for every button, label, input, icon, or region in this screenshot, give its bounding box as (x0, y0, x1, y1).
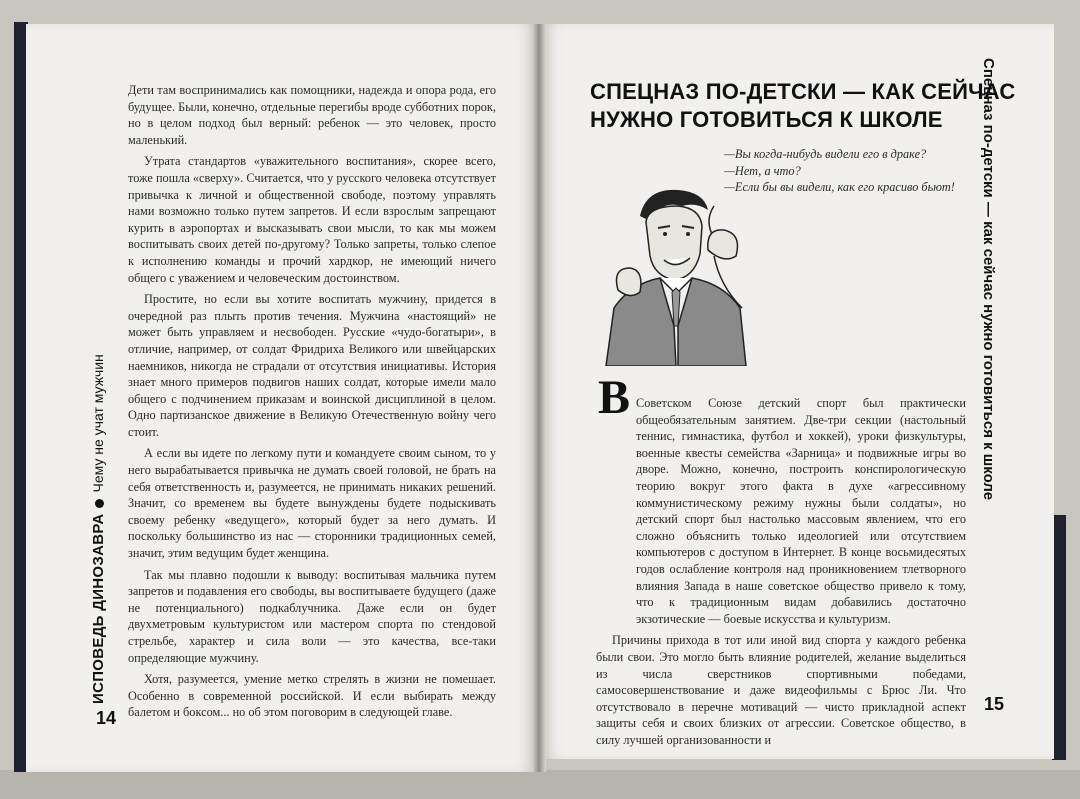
chapter-title-line: СПЕЦНАЗ ПО-ДЕТСКИ — КАК СЕЙЧАС (590, 79, 1016, 104)
paragraph: Советском Союзе детский спорт был практически общеобязательным занятием. Две-три секции (настольный теннис, гимнастика, футбол и хоккей), уроки физкультуры, военные квесты семейства «Зарница» и подвижные игры во дворе. Можно, конечно, построить конспирологическую теорию вокруг этого факта в духе «агрессивному коммунистическому режиму нужны были солдаты», но детский спорт был настолько массовым явлением, что его сложно объяснить только идеологией или отсутствием компьютеров с доступом в Интернет. В конце восьмидесятых годов ослабление контроля над проникновением тлетворного влияния Запада в наше советское общество привело к тому, что к традиционным видам добавились достаточно экзотические — боевые искусства и культуризм. (636, 396, 966, 626)
right-page-body (596, 395, 966, 753)
paragraph: Хотя, разумеется, умение метко стрелять в жизни не помешает. Особенно в современной российской. И если выбирать между балетом и боксом... но об этом поговорим в следующей главе. (128, 672, 496, 720)
paragraph: Дети там воспринимались как помощники, надежда и опора рода, его будущее. Были, конечно, отдельные перегибы вроде субботних порок, но в целом подход был верный: ребенок — это человек, просто маленький. (128, 83, 496, 147)
book-subtitle: Чему не учат мужчин (90, 354, 106, 493)
page-number-right: 15 (984, 694, 1005, 714)
book-cover-right (1052, 515, 1066, 760)
chapter-title (590, 78, 1016, 134)
left-running-head (78, 300, 108, 710)
book-title: ИСПОВЕДЬ ДИНОЗАВРА (90, 513, 107, 704)
man-illustration (596, 176, 796, 366)
paragraph: Так мы плавно подошли к выводу: воспитывая мальчика путем запретов и подавления его свободы, вы воспитываете будущего (даже не потенциального) подкаблучника. Даже если он будет двухметровым культуристом или мастером спорта по стендовой стрельбе, характер и сила воли — это качества, все-таки определяющие мужчину. (128, 567, 496, 665)
right-running-head (968, 60, 1004, 510)
dialogue-line: —Если бы вы видели, как его красиво бьют! (724, 180, 955, 195)
dialogue-line: —Вы когда-нибудь видели его в драке? (724, 147, 927, 161)
paragraph: Причины прихода в тот или иной вид спорта у каждого ребенка были свои. Это могло быть влияние родителей, желание выделиться из числа сверстников спортивными победами, самосовершенствование и даже видеофильмы с Брюс Ли. Что отсутствовало в перечне мотиваций — чисто прикладной аспект защиты себя и своих близких от агрессии. Советское общество, в силу лучшей организованности и (596, 633, 966, 747)
paragraph: А если вы идете по легкому пути и командуете своим сыном, то у него вырабатывается привычка не думать своей головой, не брать на себя ответственность и, разумеется, не принимать никаких решений. Значит, со временем вы будете вынуждены будете подыскивать своему ребенку «ведущего», который будет за него думать. И поскольку большинство из нас — сторонники традиционных семей, значит, этим ведущим будет женщина. (128, 446, 496, 561)
paragraph: Утрата стандартов «уважительного воспитания», скорее всего, тоже пошла «сверху». Считается, что у русского человека отсутствует привычка к личной и общественной свободе, поэтому управлять нами возможно только путем запретов. И если взрослым запрещают курить в аэропортах и высказывать свои мысли, то как мы можем воспитывать своих детей по-другому? Только запреты, только слепое к исполнению команды и прочий хардкор, не имеющий ничего общего с уважением и человеческим достоинством. (128, 154, 496, 285)
paragraph: Простите, но если вы хотите воспитать мужчину, придется в очередной раз плыть против течения. Мужчина «настоящий» не может быть управляем и несвободен. Русские «чудо-богатыри», в отличие, например, от солдат Фридриха Великого или швейцарских наемников, никогда не страдали от отсутствия инициативы. История знает много примеров подвигов наших солдат, которые имели мало общего с подчинением приказам и воинской дисциплиной в целом. Одно партизанское движение в Великую Отечественную войну чего стоит. (128, 292, 496, 439)
bullet-icon (95, 499, 104, 508)
chapter-title-line: НУЖНО ГОТОВИТЬСЯ К ШКОЛЕ (590, 107, 943, 132)
page-number-left: 14 (96, 708, 117, 728)
running-head-text: Спецназ по-детски — как сейчас нужно готовиться к школе (980, 58, 997, 501)
dialogue-line: —Нет, а что? (724, 163, 801, 178)
drop-cap: В (598, 371, 631, 424)
table-surface (0, 770, 1080, 799)
left-page-body (128, 82, 496, 726)
book-gutter (532, 24, 546, 772)
